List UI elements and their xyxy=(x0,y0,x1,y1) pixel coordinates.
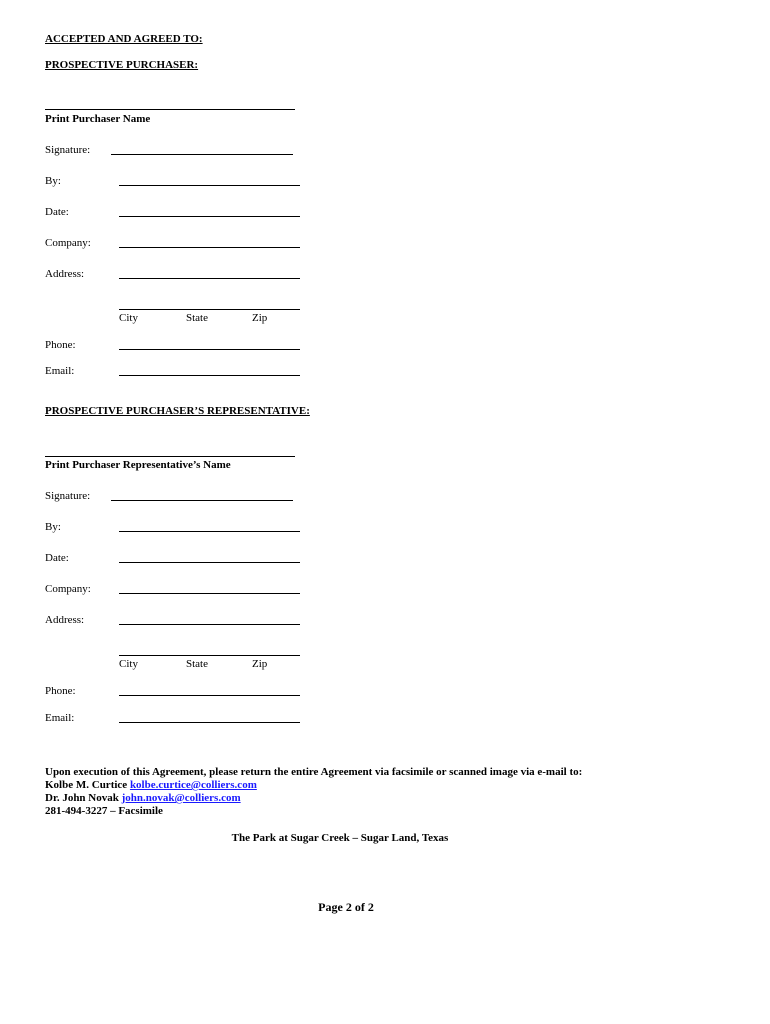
representative-address-field[interactable] xyxy=(119,611,300,625)
purchaser-city-state-zip-field[interactable] xyxy=(119,296,300,310)
representative-signature-label: Signature: xyxy=(45,490,91,502)
representative-by-label: By: xyxy=(45,521,61,533)
page-number: Page 2 of 2 xyxy=(318,900,374,914)
representative-print-name-field[interactable] xyxy=(45,443,295,457)
purchaser-heading: PROSPECTIVE PURCHASER: xyxy=(45,59,199,71)
purchaser-address-label: Address: xyxy=(45,268,85,280)
purchaser-zip-label: Zip xyxy=(252,312,268,324)
purchaser-state-label: State xyxy=(186,312,208,324)
purchaser-company-label: Company: xyxy=(45,237,91,249)
representative-date-label: Date: xyxy=(45,552,69,564)
contact-line-2 xyxy=(45,792,241,805)
purchaser-print-name-field[interactable] xyxy=(45,96,295,110)
representative-signature-field[interactable] xyxy=(111,487,293,501)
representative-company-label: Company: xyxy=(45,583,91,595)
contact-2-name: Dr. John Novak xyxy=(45,792,119,804)
purchaser-signature-label: Signature: xyxy=(45,144,91,156)
representative-date-field[interactable] xyxy=(119,549,300,563)
fax-number: 281-494-3227 – Facsimile xyxy=(45,805,163,817)
representative-zip-label: Zip xyxy=(252,658,268,670)
representative-email-label: Email: xyxy=(45,712,75,724)
purchaser-phone-field[interactable] xyxy=(119,336,300,350)
purchaser-email-label: Email: xyxy=(45,365,75,377)
property-name: The Park at Sugar Creek – Sugar Land, Texas xyxy=(231,832,449,844)
representative-print-name-label: Print Purchaser Representative’s Name xyxy=(45,459,231,471)
contact-1-name: Kolbe M. Curtice xyxy=(45,779,128,791)
contact-2-email-link[interactable]: john.novak@colliers.com xyxy=(121,792,241,804)
purchaser-company-field[interactable] xyxy=(119,234,300,248)
purchaser-signature-field[interactable] xyxy=(111,141,293,155)
purchaser-phone-label: Phone: xyxy=(45,339,76,351)
contact-line-1 xyxy=(45,779,257,792)
representative-phone-field[interactable] xyxy=(119,682,300,696)
return-instructions: Upon execution of this Agreement, please return the entire Agreement via facsimile or scanned image via e-mail to: xyxy=(45,766,583,778)
purchaser-by-label: By: xyxy=(45,175,61,187)
purchaser-print-name-label: Print Purchaser Name xyxy=(45,113,151,125)
purchaser-by-field[interactable] xyxy=(119,172,300,186)
representative-email-field[interactable] xyxy=(119,709,300,723)
representative-heading: PROSPECTIVE PURCHASER’S REPRESENTATIVE: xyxy=(45,405,310,417)
purchaser-city-label: City xyxy=(119,312,138,324)
purchaser-address-field[interactable] xyxy=(119,265,300,279)
representative-state-label: State xyxy=(186,658,208,670)
representative-phone-label: Phone: xyxy=(45,685,76,697)
purchaser-date-field[interactable] xyxy=(119,203,300,217)
representative-by-field[interactable] xyxy=(119,518,300,532)
purchaser-email-field[interactable] xyxy=(119,362,300,376)
purchaser-date-label: Date: xyxy=(45,206,69,218)
representative-address-label: Address: xyxy=(45,614,85,626)
representative-city-state-zip-field[interactable] xyxy=(119,642,300,656)
contact-1-email-link[interactable]: kolbe.curtice@colliers.com xyxy=(129,779,257,791)
representative-city-label: City xyxy=(119,658,138,670)
accepted-heading: ACCEPTED AND AGREED TO: xyxy=(45,33,203,45)
representative-company-field[interactable] xyxy=(119,580,300,594)
